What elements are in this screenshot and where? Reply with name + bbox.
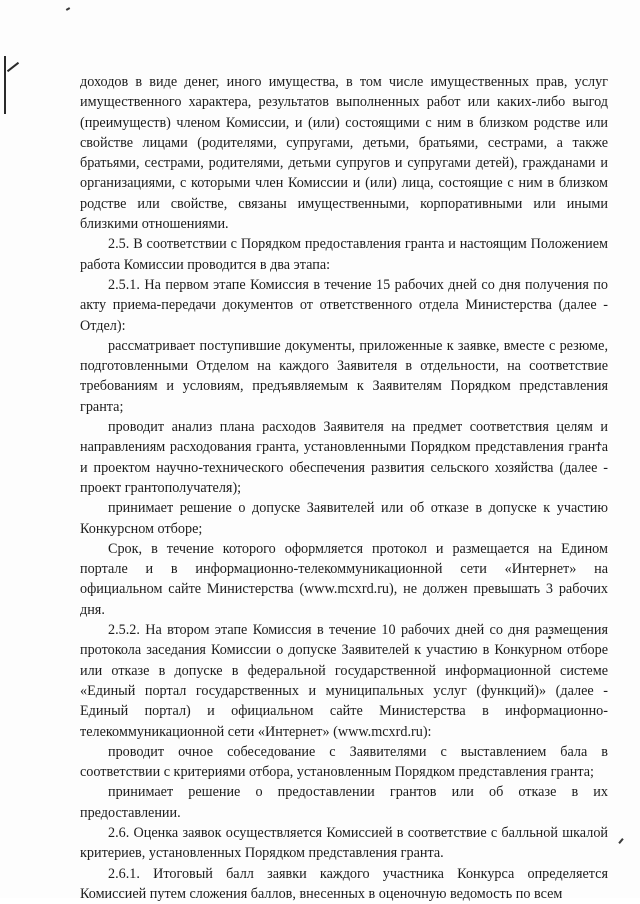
- scan-mark: [4, 56, 6, 114]
- paragraph-protocol-deadline: Срок, в течение которого оформляется протокол и размещается на Едином портале и в информационно-телекоммуникационной сети «Интернет» на официальном сайте Министерства (www.mcxrd.ru), не должен превышать 3 рабочих дня.: [80, 540, 608, 618]
- paragraph-2-6-1: 2.6.1. Итоговый балл заявки каждого участника Конкурса определяется Комиссией путем сложения баллов, внесенных в оценочную ведомость по всем: [80, 865, 608, 902]
- paragraph-interview: проводит очное собеседование с Заявителями с выставлением бала в соответствии с критериями отбора, установленным Порядком представления гранта;: [80, 743, 608, 781]
- paragraph-2-5-1: 2.5.1. На первом этапе Комиссия в течение 15 рабочих дней со дня получения по акту приема-передачи документов от ответственного отдела Министерства (далее - Отдел):: [80, 276, 608, 334]
- paragraph-expense-analysis: проводит анализ плана расходов Заявителя на предмет соответствия целям и направлениям расходования гранта, установленными Порядком представления гранта и проектом научно-технического обеспечения развития сельского хозяйства (далее - проект грантополучателя);: [80, 419, 608, 496]
- paragraph-admission-decision: принимает решение о допуске Заявителей или об отказе в допуске к участию Конкурсном отборе;: [80, 500, 608, 537]
- paragraph-2-6: 2.6. Оценка заявок осуществляется Комиссией в соответствие с балльной шкалой критериев, установленных Порядком представления гранта.: [80, 824, 608, 862]
- scan-mark: [66, 7, 70, 11]
- paragraph-review-documents: рассматривает поступившие документы, приложенные к заявке, вместе с резюме, подготовленными Отделом на каждого Заявителя в отдельности, на соответствие требованиям и условиям, предъявляемым к Заявителям Порядком представления гранта;: [80, 337, 608, 415]
- paragraph-continuation: доходов в виде денег, иного имущества, в том числе имущественных прав, услуг имущественного характера, результатов выполненных работ или каких-либо выгод (преимуществ) членом Комиссии, и (или) состоящими с ним в близком родстве или свойстве лицами (родителями, супругами, детьми, братьями, сестрами, а также братьями, сестрами, родителями, детьми супругов и супругами детей), гражданами и организациями, с которыми член Комиссии и (или) лица, состоящие с ним в близком родстве или свойстве, связаны имущественными, корпоративными или иными близкими отношениями.: [80, 74, 608, 233]
- paragraph-2-5: 2.5. В соответствии с Порядком предоставления гранта и настоящим Положением работа Комиссии проводится в два этапа:: [80, 236, 608, 273]
- paragraph-grant-decision: принимает решение о предоставлении грантов или об отказе в их предоставлении.: [80, 784, 608, 821]
- paragraph-2-5-2: 2.5.2. На втором этапе Комиссия в течение 10 рабочих дней со дня размещения протокола заседания Комиссии о допуске Заявителей к участию в Конкурном отборе или отказе в допуске в федеральной государственной информационной системе «Единый портал государственных и муниципальных услуг (функций)» (далее - Единый портал) и официальном сайте Министерства в информационно-телекоммуникационной сети «Интернет» (www.mcxrd.ru):: [80, 622, 608, 740]
- scan-mark: [7, 62, 19, 72]
- scan-mark: [618, 838, 623, 844]
- document-body: [80, 72, 608, 904]
